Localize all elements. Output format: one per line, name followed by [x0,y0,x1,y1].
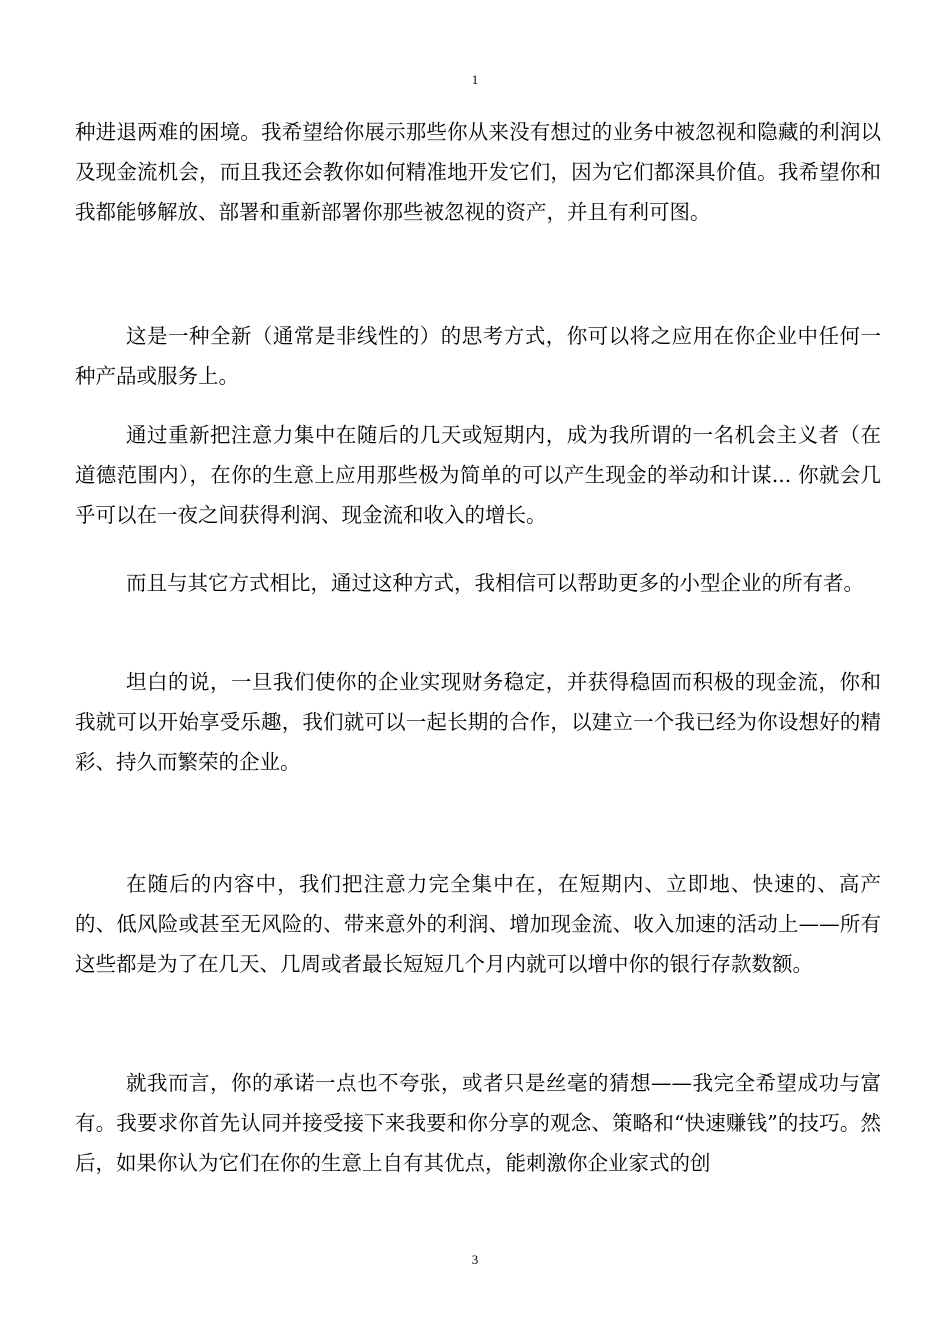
page-number-top: 1 [471,72,479,87]
paragraph-7: 就我而言，你的承诺一点也不夸张，或者只是丝毫的猜想——我完全希望成功与富有。我要求你首先认同并接受接下来我要和你分享的观念、策略和“快速赚钱”的技巧。然后，如果你认为它们在你的生意上自有其优点，能刺激你企业家式的创 [75,1071,881,1175]
paragraph-5: 坦白的说，一旦我们使你的企业实现财务稳定，并获得稳固而积极的现金流，你和我就可以开始享受乐趣，我们就可以一起长期的合作，以建立一个我已经为你设想好的精彩、持久而繁荣的企业。 [75,670,881,774]
page-number-bottom: 3 [471,1252,479,1267]
paragraph-3: 通过重新把注意力集中在随后的几天或短期内，成为我所谓的一名机会主义者（在道德范围内），在你的生意上应用那些极为简单的可以产生现金的举动和计谋... 你就会几乎可以在一夜之间获得利润、现金流和收入的增长。 [75,423,881,527]
paragraph-2: 这是一种全新（通常是非线性的）的思考方式，你可以将之应用在你企业中任何一种产品或服务上。 [75,324,881,388]
paragraph-6: 在随后的内容中，我们把注意力完全集中在，在短期内、立即地、快速的、高产的、低风险或甚至无风险的、带来意外的利润、增加现金流、收入加速的活动上——所有这些都是为了在几天、几周或者最长短短几个月内就可以增中你的银行存款数额。 [75,872,881,976]
paragraph-4: 而且与其它方式相比，通过这种方式，我相信可以帮助更多的小型企业的所有者。 [126,571,864,595]
paragraph-1: 种进退两难的困境。我希望给你展示那些你从来没有想过的业务中被忽视和隐藏的利润以及现金流机会，而且我还会教你如何精准地开发它们，因为它们都深具价值。我希望你和我都能够解放、部署和重新部署你那些被忽视的资产，并且有利可图。 [75,120,881,224]
